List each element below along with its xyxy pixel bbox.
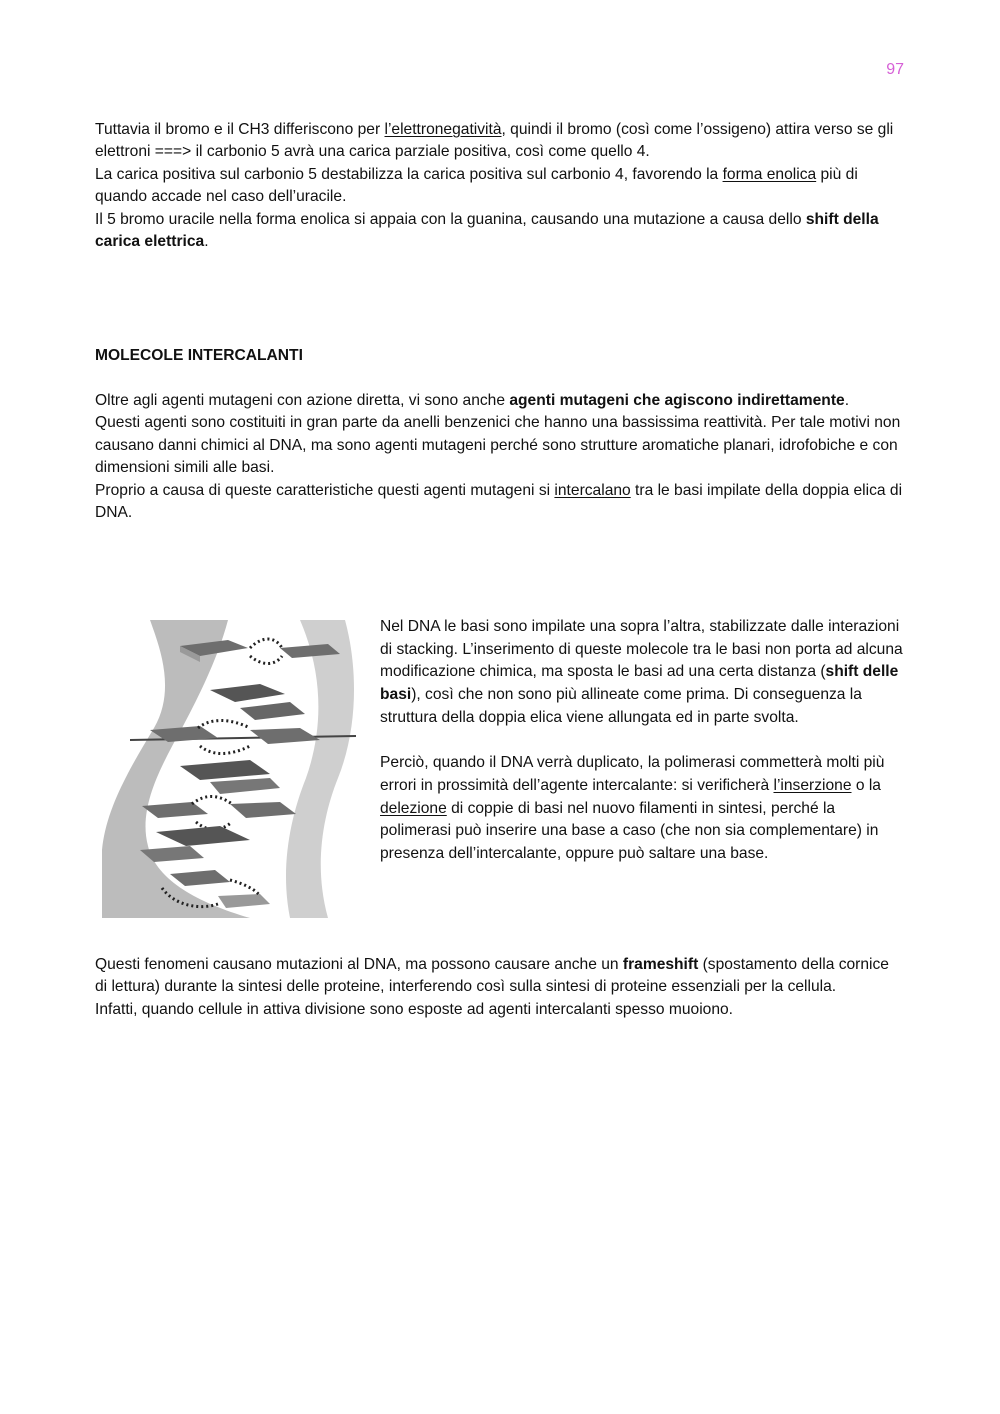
conclusion-text bbox=[95, 954, 905, 1021]
figure-paragraph-1: Nel DNA le basi sono impilate una sopra l’altra, stabilizzate dalle interazioni di stacking. L’inserimento di queste molecole tra le basi non porta ad alcuna modificazione chimica, ma sposta le basi ad una certa distanza (shift delle basi), così che non sono più allineate come prima. Di conseguenza la struttura della doppia elica viene allungata ed in parte svolta. bbox=[380, 618, 903, 726]
dna-intercalation-figure bbox=[100, 618, 362, 920]
conclusion-paragraph-1: Questi fenomeni causano mutazioni al DNA, ma possono causare anche un frameshift (spostamento della cornice di lettura) durante la sintesi delle proteine, interferendo così sulla sintesi di proteine essenziali per la cellula. bbox=[95, 956, 889, 996]
section-paragraph-2: Proprio a causa di queste caratteristiche questi agenti mutageni si intercalano tra le basi impilate della doppia elica di DNA. bbox=[95, 481, 903, 522]
intro-paragraph-3: Il 5 bromo uracile nella forma enolica si appaia con la guanina, causando una mutazione a causa dello shift della carica elettrica. bbox=[95, 210, 879, 251]
figure-description bbox=[380, 616, 905, 866]
figure-paragraph-2: Perciò, quando il DNA verrà duplicato, la polimerasi commetterà molti più errori in prossimità dell’agente intercalante: si verificherà l’inserzione o la delezione di coppie di basi nel nuovo filamenti in sintesi, perché la polimerasi può inserire una base a caso (che non sia complementare) in presenza dell’intercalante, oppure può saltare una base. bbox=[380, 754, 885, 863]
conclusion-paragraph-2: Infatti, quando cellule in attiva divisione sono esposte ad agenti intercalanti spesso muoiono. bbox=[95, 1000, 734, 1018]
intro-paragraph-2: La carica positiva sul carbonio 5 destabilizza la carica positiva sul carbonio 4, favorendo la forma enolica più di quando accade nel caso dell’uracile. bbox=[95, 165, 858, 206]
dna-helix-illustration bbox=[100, 618, 362, 920]
section-heading: MOLECOLE INTERCALANTI bbox=[95, 347, 303, 364]
section-text bbox=[95, 390, 905, 524]
intro-text bbox=[95, 119, 905, 253]
intro-paragraph-1: Tuttavia il bromo e il CH3 differiscono per l’elettronegatività, quindi il bromo (così come l’ossigeno) attira verso se gli elettroni ===> il carbonio 5 avrà una carica parziale positiva, così come quello 4. bbox=[95, 121, 894, 161]
page-number: 97 bbox=[886, 61, 904, 78]
section-paragraph-1: Oltre agli agenti mutageni con azione diretta, vi sono anche agenti mutageni che agiscono indirettamente. Questi agenti sono costituiti in gran parte da anelli benzenici che hanno una bassissima reattività. Per tale motivi non causano danni chimici al DNA, ma sono agenti mutageni perché sono strutture aromatiche planari, idrofobiche e con dimensioni simili alle basi. bbox=[95, 392, 901, 477]
